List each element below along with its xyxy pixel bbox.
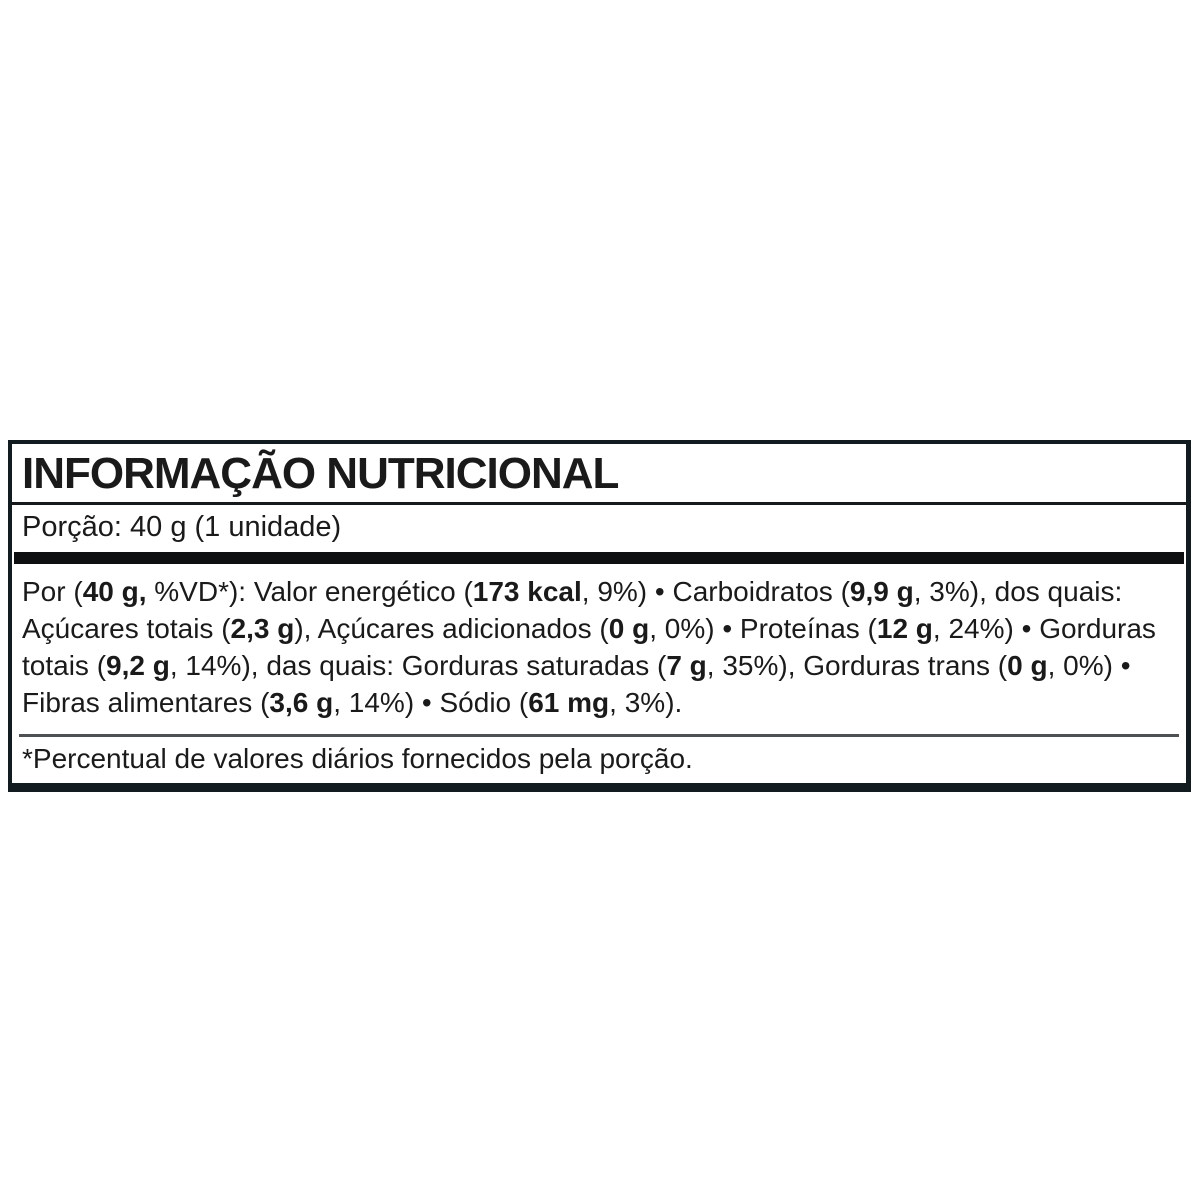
thick-divider-bar — [14, 552, 1184, 564]
serving-size-line: Porção: 40 g (1 unidade) — [22, 511, 342, 544]
paragraph-text: , 35%), Gorduras trans ( — [706, 649, 1008, 681]
paragraph-text: Por ( — [22, 575, 83, 607]
nutrient-value-bold: 61 mg — [528, 686, 610, 718]
nutrient-value-bold: 7 g — [666, 649, 707, 681]
nutrient-value-bold: 9,9 g — [849, 575, 914, 607]
nutrient-value-bold: 0 g — [608, 612, 650, 644]
paragraph-text: , 3%), dos quais: Açúcares totais ( — [22, 575, 1123, 644]
paragraph-text: , 0%) • Proteínas ( — [649, 612, 877, 644]
paragraph-text: , 24%) • Gorduras totais ( — [22, 612, 1156, 681]
nutrient-value-bold: 40 g, — [82, 575, 147, 607]
nutrient-value-bold: 12 g — [876, 612, 933, 644]
paragraph-text: ), Açúcares adicionados ( — [294, 612, 609, 644]
nutrient-value-bold: 9,2 g — [106, 649, 170, 681]
paragraph-text: , 14%) • Sódio ( — [333, 686, 529, 718]
nutrition-facts-label — [8, 440, 1191, 792]
nutrient-value-bold: 173 kcal — [472, 575, 582, 607]
nutrient-value-bold: 2,3 g — [230, 612, 295, 644]
nutrition-label-title: INFORMAÇÃO NUTRICIONAL — [12, 444, 1186, 505]
paragraph-text: , 0%) • Fibras alimentares ( — [22, 649, 1131, 718]
nutrition-values-paragraph — [12, 564, 1186, 734]
paragraph-text: , 14%), das quais: Gorduras saturadas ( — [169, 649, 667, 681]
nutrient-value-bold: 0 g — [1007, 649, 1048, 681]
paragraph-text: , 9%) • Carboidratos ( — [581, 575, 850, 607]
paragraph-text: %VD*): Valor energético ( — [146, 575, 473, 607]
paragraph-text: , 3%). — [609, 686, 683, 718]
daily-values-footnote: *Percentual de valores diários fornecidos pela porção. — [22, 742, 693, 774]
nutrient-value-bold: 3,6 g — [269, 686, 334, 718]
